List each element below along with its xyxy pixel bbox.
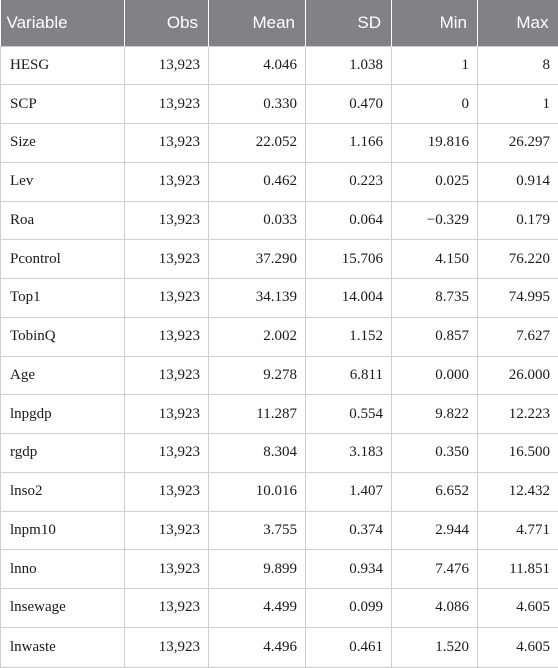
table-row [1,356,558,395]
cell-obs: 13,923 [125,85,209,124]
header-min: Min [392,0,478,46]
cell-sd: 0.470 [306,85,392,124]
cell-obs: 13,923 [125,317,209,356]
cell-min: 4.150 [392,240,478,279]
cell-sd: 0.374 [306,511,392,550]
cell-min: 6.652 [392,472,478,511]
cell-min: 19.816 [392,124,478,163]
cell-max: 0.914 [478,162,558,201]
table-row [1,317,558,356]
cell-mean: 9.278 [209,356,306,395]
cell-obs: 13,923 [125,472,209,511]
table-header [1,0,558,46]
cell-mean: 10.016 [209,472,306,511]
cell-min: 0 [392,85,478,124]
cell-variable: Pcontrol [1,240,125,279]
table-row [1,434,558,473]
table-row [1,85,558,124]
cell-min: 0.350 [392,434,478,473]
cell-obs: 13,923 [125,589,209,628]
cell-sd: 0.223 [306,162,392,201]
table-row [1,162,558,201]
cell-min: 0.025 [392,162,478,201]
cell-max: 7.627 [478,317,558,356]
cell-mean: 11.287 [209,395,306,434]
table-row [1,395,558,434]
cell-max: 11.851 [478,550,558,589]
cell-mean: 0.330 [209,85,306,124]
cell-obs: 13,923 [125,627,209,667]
cell-variable: Lev [1,162,125,201]
cell-variable: rgdp [1,434,125,473]
cell-variable: HESG [1,46,125,85]
cell-obs: 13,923 [125,46,209,85]
cell-mean: 0.033 [209,201,306,240]
header-mean: Mean [209,0,306,46]
cell-mean: 4.499 [209,589,306,628]
cell-obs: 13,923 [125,395,209,434]
cell-sd: 14.004 [306,279,392,318]
table-row [1,627,558,667]
cell-sd: 1.152 [306,317,392,356]
cell-min: 1 [392,46,478,85]
cell-mean: 22.052 [209,124,306,163]
cell-variable: lnwaste [1,627,125,667]
table-row [1,472,558,511]
cell-min: 8.735 [392,279,478,318]
cell-max: 12.223 [478,395,558,434]
cell-obs: 13,923 [125,124,209,163]
cell-sd: 0.461 [306,627,392,667]
cell-variable: lnpgdp [1,395,125,434]
cell-min: −0.329 [392,201,478,240]
cell-variable: lnno [1,550,125,589]
cell-max: 4.771 [478,511,558,550]
cell-mean: 37.290 [209,240,306,279]
table-row [1,589,558,628]
cell-variable: lnso2 [1,472,125,511]
cell-min: 0.857 [392,317,478,356]
cell-mean: 2.002 [209,317,306,356]
cell-min: 0.000 [392,356,478,395]
cell-mean: 4.496 [209,627,306,667]
cell-variable: Roa [1,201,125,240]
cell-mean: 8.304 [209,434,306,473]
cell-mean: 34.139 [209,279,306,318]
cell-obs: 13,923 [125,511,209,550]
header-max: Max [478,0,558,46]
cell-sd: 1.407 [306,472,392,511]
cell-sd: 6.811 [306,356,392,395]
table-row [1,511,558,550]
cell-max: 26.297 [478,124,558,163]
header-sd: SD [306,0,392,46]
cell-sd: 1.038 [306,46,392,85]
cell-obs: 13,923 [125,434,209,473]
cell-sd: 0.064 [306,201,392,240]
cell-obs: 13,923 [125,550,209,589]
cell-sd: 0.099 [306,589,392,628]
cell-min: 1.520 [392,627,478,667]
table-body [1,46,558,667]
cell-obs: 13,923 [125,279,209,318]
table-row [1,550,558,589]
cell-variable: lnsewage [1,589,125,628]
header-row [1,0,558,46]
cell-max: 4.605 [478,627,558,667]
cell-variable: SCP [1,85,125,124]
cell-sd: 1.166 [306,124,392,163]
cell-min: 4.086 [392,589,478,628]
cell-mean: 4.046 [209,46,306,85]
table-row [1,46,558,85]
header-obs: Obs [125,0,209,46]
cell-sd: 0.554 [306,395,392,434]
cell-obs: 13,923 [125,162,209,201]
table-row [1,240,558,279]
table-row [1,124,558,163]
cell-min: 2.944 [392,511,478,550]
cell-obs: 13,923 [125,201,209,240]
cell-mean: 3.755 [209,511,306,550]
cell-max: 74.995 [478,279,558,318]
table-row [1,279,558,318]
cell-max: 16.500 [478,434,558,473]
cell-min: 9.822 [392,395,478,434]
cell-mean: 9.899 [209,550,306,589]
cell-variable: Top1 [1,279,125,318]
cell-variable: lnpm10 [1,511,125,550]
cell-sd: 15.706 [306,240,392,279]
cell-max: 76.220 [478,240,558,279]
cell-variable: Age [1,356,125,395]
cell-max: 12.432 [478,472,558,511]
cell-obs: 13,923 [125,240,209,279]
cell-sd: 3.183 [306,434,392,473]
cell-sd: 0.934 [306,550,392,589]
cell-max: 1 [478,85,558,124]
cell-variable: Size [1,124,125,163]
cell-max: 8 [478,46,558,85]
cell-variable: TobinQ [1,317,125,356]
cell-min: 7.476 [392,550,478,589]
cell-max: 26.000 [478,356,558,395]
cell-obs: 13,923 [125,356,209,395]
header-variable: Variable [1,0,125,46]
cell-max: 4.605 [478,589,558,628]
cell-max: 0.179 [478,201,558,240]
cell-mean: 0.462 [209,162,306,201]
table-row [1,201,558,240]
